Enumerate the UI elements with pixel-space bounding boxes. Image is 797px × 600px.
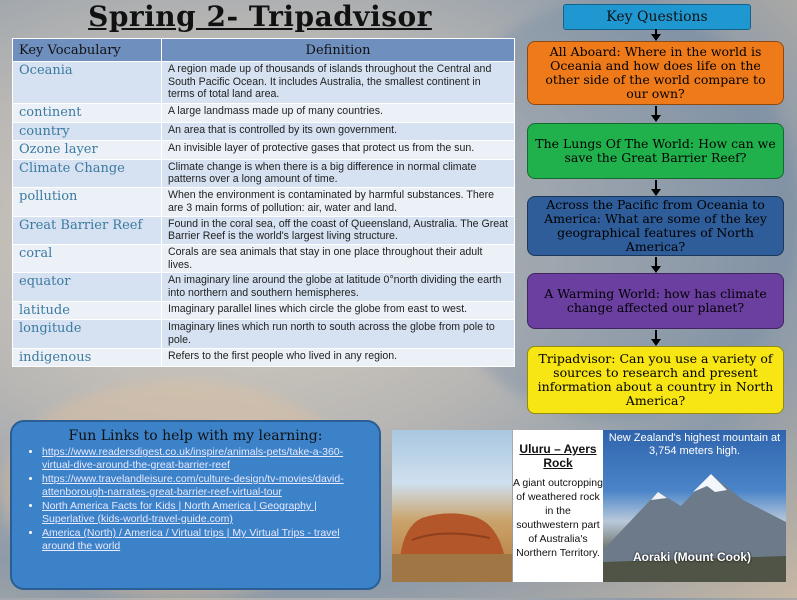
arrow-down-icon xyxy=(651,330,661,346)
table-row xyxy=(13,348,515,367)
vocab-term: continent xyxy=(13,104,162,123)
vocab-term: pollution xyxy=(13,188,162,216)
arrow-down-icon xyxy=(651,106,661,122)
key-question-1: All Aboard: Where in the world is Oceania and how does life on the other side of the world compare to our own? xyxy=(527,41,784,105)
fun-link-1[interactable]: https://www.readersdigest.co.uk/inspire/animals-pets/take-a-360-virtual-dive-around-the-great-barrier-reef xyxy=(42,446,344,471)
fun-link-2[interactable]: https://www.travelandleisure.com/culture-design/tv-movies/david-attenborough-narrates-great-barrier-reef-virtual-tour xyxy=(42,473,344,498)
table-row xyxy=(13,320,515,348)
vocabulary-table xyxy=(12,38,515,367)
vocab-definition: A large landmass made up of many countries. xyxy=(162,104,515,123)
key-question-5: Tripadvisor: Can you use a variety of sources to research and present information about a country in North America? xyxy=(527,346,784,414)
table-row xyxy=(13,188,515,216)
key-question-2: The Lungs Of The World: How can we save the Great Barrier Reef? xyxy=(527,123,784,179)
vocab-definition: A region made up of thousands of islands throughout the Central and South Pacific Ocean. It includes Australia, the smallest continent in terms of total land area. xyxy=(162,62,515,104)
key-question-3: Across the Pacific from Oceania to America: What are some of the key geographical features of North America? xyxy=(527,196,784,256)
table-row xyxy=(13,122,515,141)
list-item xyxy=(42,500,369,525)
vocabulary-header-row xyxy=(13,39,515,62)
uluru-title: Uluru – Ayers Rock xyxy=(519,442,597,470)
fun-links-panel xyxy=(10,420,381,590)
vocab-definition: An invisible layer of protective gases that protect us from the sun. xyxy=(162,141,515,160)
key-question-4: A Warming World: how has climate change affected our planet? xyxy=(527,273,784,329)
vocab-term: latitude xyxy=(13,301,162,320)
vocab-term: country xyxy=(13,122,162,141)
table-row xyxy=(13,159,515,187)
page-title: Spring 2- Tripadvisor xyxy=(88,0,432,33)
table-row xyxy=(13,301,515,320)
arrow-down-icon xyxy=(651,257,661,273)
vocab-term: longitude xyxy=(13,320,162,348)
fun-links-heading: Fun Links to help with my learning: xyxy=(68,428,323,444)
key-questions-heading: Key Questions xyxy=(563,4,751,30)
vocab-term: coral xyxy=(13,245,162,273)
list-item xyxy=(42,527,369,552)
vocab-term: Great Barrier Reef xyxy=(13,216,162,244)
uluru-photo xyxy=(392,430,512,582)
vocab-definition: Climate change is when there is a big difference in normal climate patterns over a long amount of time. xyxy=(162,159,515,187)
table-row xyxy=(13,104,515,123)
vocab-definition: Corals are sea animals that stay in one place throughout their adult lives. xyxy=(162,245,515,273)
mount-cook-label: Aoraki (Mount Cook) xyxy=(633,550,751,564)
fun-link-3[interactable]: North America Facts for Kids | North America | Geography | Superlative (kids-world-travel-guide.com) xyxy=(42,500,317,525)
vocab-term: equator xyxy=(13,273,162,301)
vocab-definition: Refers to the first people who lived in any region. xyxy=(162,348,515,367)
arrow-down-icon xyxy=(651,29,661,41)
table-row xyxy=(13,273,515,301)
arrow-down-icon xyxy=(651,180,661,196)
table-row xyxy=(13,216,515,244)
vocab-term: indigenous xyxy=(13,348,162,367)
vocab-definition: Imaginary lines which run north to south across the globe from pole to pole. xyxy=(162,320,515,348)
vocab-term-header: Key Vocabulary xyxy=(13,39,162,62)
mount-cook-photo xyxy=(603,430,786,582)
table-row xyxy=(13,62,515,104)
vocab-definition-header: Definition xyxy=(162,39,515,62)
vocab-definition: When the environment is contaminated by harmful substances. There are 3 main forms of pollution: air, water and land. xyxy=(162,188,515,216)
vocab-definition: An area that is controlled by its own government. xyxy=(162,122,515,141)
list-item xyxy=(42,446,369,471)
vocab-term: Climate Change xyxy=(13,159,162,187)
vocab-term: Oceania xyxy=(13,62,162,104)
vocab-definition: Imaginary parallel lines which circle the globe from east to west. xyxy=(162,301,515,320)
table-row xyxy=(13,141,515,160)
fun-links-list xyxy=(12,446,379,552)
vocab-term: Ozone layer xyxy=(13,141,162,160)
uluru-caption: A giant outcropping of weathered rock in the southwestern part of Australia's Northern Territory. xyxy=(513,477,603,559)
uluru-caption-panel xyxy=(513,430,603,582)
mount-cook-caption: New Zealand's highest mountain at 3,754 meters high. xyxy=(608,432,781,457)
fun-link-4[interactable]: America (North) / America / Virtual trips | My Virtual Trips - travel around the world xyxy=(42,527,340,552)
vocab-definition: Found in the coral sea, off the coast of Queensland, Australia. The Great Barrier Reef is the world's largest living structure. xyxy=(162,216,515,244)
vocab-definition: An imaginary line around the globe at latitude 0°north dividing the earth into northern and southern hemispheres. xyxy=(162,273,515,301)
list-item xyxy=(42,473,369,498)
table-row xyxy=(13,245,515,273)
